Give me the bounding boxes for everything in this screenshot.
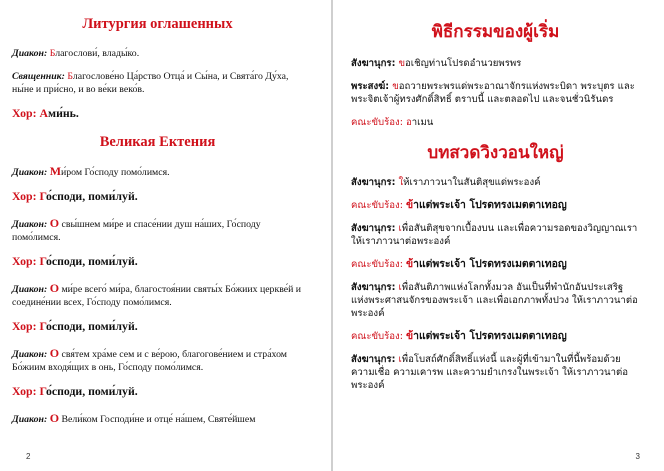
petition-thai: สังฆานุกร: เพื่อสันติภาพแห่งโลกทั้งมวล อันเป็นที่พำนักอันประเสริฐแห่งพระศาสนจักรของพระเจ้า และเพื่อเอกภาพทั้งปวง ให้เราภาวนาต่อพระองค์ [351, 282, 638, 319]
priest-blessing-thai: พระสงฆ์: ขอถวายพระพรแด่พระอาณาจักรแห่งพระบิดา พระบุตร และพระจิตเจ้าผู้ทรงศักดิ์สิทธิ์ ตราบนี้ และตลอดไป และจนชั่วนิรันดร [351, 81, 635, 105]
choir-response: Хор: Го́споди, поми́луй. [12, 384, 138, 398]
left-page [0, 0, 331, 471]
deacon-intro-thai: สังฆานุกร: ขอเชิญท่านโปรดอำนวยพรพร [351, 58, 522, 69]
petition: Диакон: Ми́ром Го́споду помо́лимся. [12, 164, 170, 178]
deacon-intro: Диакон: Благослови́, влады́ко. [12, 48, 140, 59]
title-thai-liturgy: พิธีกรรมของผู้เริ่ม [431, 22, 560, 42]
petition: Диакон: О Вели́ком Господи́не и отце́ на́шем, Святе́йшем [12, 411, 256, 425]
choir-response: Хор: Го́споди, поми́луй. [12, 189, 138, 203]
choir-amen: Хор: Ами́нь. [12, 106, 79, 120]
petition-thai: สังฆานุกร: ให้เราภาวนาในสันติสุขแด่พระองค์ [351, 177, 541, 188]
priest-blessing: Священник: Благослове́но Ца́рство Отца́ и Сы́на, и Свята́го Ду́ха, ны́не и при́сно, и во ве́ки веко́в. [12, 71, 289, 95]
title-liturgy-catechumens: Литургия оглашенных [82, 16, 233, 32]
petition-thai: สังฆานุกร: เพื่อสันติสุขจากเบื้องบน และเพื่อความรอดของวิญญาณเรา ให้เราภาวนาต่อพระองค์ [351, 223, 638, 247]
choir-response: Хор: Го́споди, поми́луй. [12, 319, 138, 333]
petition: Диакон: О свя́тем хра́ме сем и с ве́рою, благогове́нием и стра́хом Бо́жиим входя́щих в онь, Го́споду помо́лимся. [12, 346, 287, 373]
choir-amen-thai: คณะขับร้อง: อาเมน [351, 117, 434, 128]
choir-response-thai: คณะขับร้อง: ข้าแต่พระเจ้า โปรดทรงเมตตาเทอญ [351, 330, 567, 342]
petition: Диакон: О ми́ре всего́ ми́ра, благостоя́нии святы́х Бо́жиих церкве́й и соедине́нии всех, Го́споду помо́лимся. [12, 281, 302, 308]
petition-thai: สังฆานุกร: เพื่อโบสถ์ศักดิ์สิทธิ์แห่งนี้ และผู้ที่เข้ามาในที่นี้พร้อมด้วยความเชื่อ ความเคารพ และความยำเกรงในพระเจ้า ให้เราภาวนาต่อพระองค์ [351, 354, 628, 391]
right-page [333, 0, 664, 471]
title-great-litany: Великая Ектения [99, 134, 216, 150]
choir-response: Хор: Го́споди, поми́луй. [12, 254, 138, 268]
page-number: 2 [26, 452, 31, 461]
choir-response-thai: คณะขับร้อง: ข้าแต่พระเจ้า โปรดทรงเมตตาเทอญ [351, 199, 567, 211]
title-thai-great-litany: บทสวดวิงวอนใหญ่ [427, 143, 564, 163]
page-number: 3 [635, 452, 640, 461]
petition: Диакон: О свы́шнем ми́ре и спасе́нии душ на́ших, Го́споду помо́лимся. [12, 216, 261, 243]
choir-response-thai: คณะขับร้อง: ข้าแต่พระเจ้า โปรดทรงเมตตาเทอญ [351, 258, 567, 270]
